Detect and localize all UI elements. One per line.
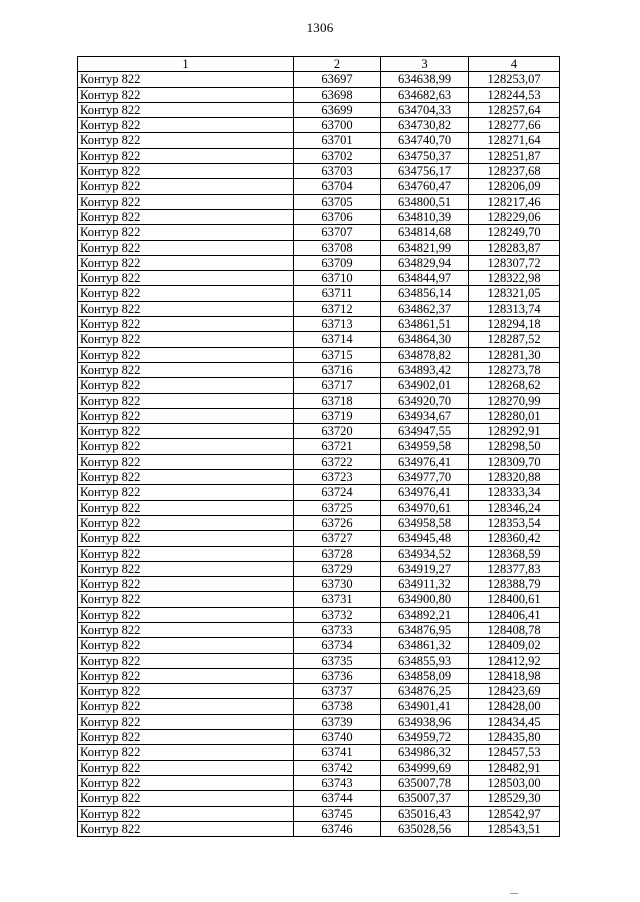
point-number-cell: 63711 — [294, 286, 381, 301]
x-coordinate-cell: 634902,01 — [381, 378, 469, 393]
table-row — [78, 607, 560, 622]
contour-name-cell: Контур 822 — [78, 561, 294, 576]
contour-name-cell: Контур 822 — [78, 791, 294, 806]
y-coordinate-cell: 128353,54 — [469, 515, 560, 530]
contour-name-cell: Контур 822 — [78, 439, 294, 454]
x-coordinate-cell: 634893,42 — [381, 362, 469, 377]
table-row — [78, 209, 560, 224]
table-row — [78, 393, 560, 408]
column-header-4: 4 — [469, 57, 560, 72]
point-number-cell: 63714 — [294, 332, 381, 347]
table-row — [78, 240, 560, 255]
point-number-cell: 63725 — [294, 500, 381, 515]
x-coordinate-cell: 634760,47 — [381, 179, 469, 194]
y-coordinate-cell: 128409,02 — [469, 638, 560, 653]
x-coordinate-cell: 634947,55 — [381, 424, 469, 439]
x-coordinate-cell: 634844,97 — [381, 271, 469, 286]
point-number-cell: 63716 — [294, 362, 381, 377]
table-row — [78, 164, 560, 179]
x-coordinate-cell: 634638,99 — [381, 72, 469, 87]
table-body — [78, 72, 560, 837]
point-number-cell: 63727 — [294, 531, 381, 546]
table-row — [78, 454, 560, 469]
y-coordinate-cell: 128400,61 — [469, 592, 560, 607]
point-number-cell: 63733 — [294, 622, 381, 637]
y-coordinate-cell: 128503,00 — [469, 775, 560, 790]
point-number-cell: 63698 — [294, 87, 381, 102]
coordinates-table — [77, 56, 560, 837]
table-row — [78, 179, 560, 194]
contour-name-cell: Контур 822 — [78, 760, 294, 775]
x-coordinate-cell: 634821,99 — [381, 240, 469, 255]
contour-name-cell: Контур 822 — [78, 745, 294, 760]
contour-name-cell: Контур 822 — [78, 668, 294, 683]
point-number-cell: 63738 — [294, 699, 381, 714]
y-coordinate-cell: 128408,78 — [469, 622, 560, 637]
table-row — [78, 714, 560, 729]
y-coordinate-cell: 128309,70 — [469, 454, 560, 469]
contour-name-cell: Контур 822 — [78, 393, 294, 408]
point-number-cell: 63735 — [294, 653, 381, 668]
contour-name-cell: Контур 822 — [78, 164, 294, 179]
x-coordinate-cell: 635007,37 — [381, 791, 469, 806]
point-number-cell: 63708 — [294, 240, 381, 255]
x-coordinate-cell: 634945,48 — [381, 531, 469, 546]
x-coordinate-cell: 634855,93 — [381, 653, 469, 668]
y-coordinate-cell: 128249,70 — [469, 225, 560, 240]
x-coordinate-cell: 635028,56 — [381, 821, 469, 836]
point-number-cell: 63704 — [294, 179, 381, 194]
contour-name-cell: Контур 822 — [78, 378, 294, 393]
table-row — [78, 347, 560, 362]
x-coordinate-cell: 634986,32 — [381, 745, 469, 760]
table-row — [78, 332, 560, 347]
y-coordinate-cell: 128292,91 — [469, 424, 560, 439]
y-coordinate-cell: 128298,50 — [469, 439, 560, 454]
x-coordinate-cell: 634829,94 — [381, 255, 469, 270]
table-row — [78, 378, 560, 393]
point-number-cell: 63726 — [294, 515, 381, 530]
x-coordinate-cell: 634740,70 — [381, 133, 469, 148]
x-coordinate-cell: 634934,67 — [381, 408, 469, 423]
x-coordinate-cell: 634756,17 — [381, 164, 469, 179]
point-number-cell: 63700 — [294, 118, 381, 133]
y-coordinate-cell: 128377,83 — [469, 561, 560, 576]
x-coordinate-cell: 634901,41 — [381, 699, 469, 714]
point-number-cell: 63745 — [294, 806, 381, 821]
table-row — [78, 577, 560, 592]
table-row — [78, 531, 560, 546]
point-number-cell: 63710 — [294, 271, 381, 286]
x-coordinate-cell: 634999,69 — [381, 760, 469, 775]
point-number-cell: 63739 — [294, 714, 381, 729]
contour-name-cell: Контур 822 — [78, 699, 294, 714]
point-number-cell: 63705 — [294, 194, 381, 209]
table-row — [78, 87, 560, 102]
column-header-1: 1 — [78, 57, 294, 72]
x-coordinate-cell: 634861,32 — [381, 638, 469, 653]
scan-mark — [510, 893, 518, 894]
x-coordinate-cell: 634730,82 — [381, 118, 469, 133]
point-number-cell: 63697 — [294, 72, 381, 87]
y-coordinate-cell: 128482,91 — [469, 760, 560, 775]
table-row — [78, 470, 560, 485]
y-coordinate-cell: 128388,79 — [469, 577, 560, 592]
table-row — [78, 500, 560, 515]
x-coordinate-cell: 634911,32 — [381, 577, 469, 592]
contour-name-cell: Контур 822 — [78, 730, 294, 745]
table-row — [78, 791, 560, 806]
table-row — [78, 439, 560, 454]
point-number-cell: 63720 — [294, 424, 381, 439]
point-number-cell: 63737 — [294, 684, 381, 699]
contour-name-cell: Контур 822 — [78, 806, 294, 821]
table-row — [78, 668, 560, 683]
point-number-cell: 63722 — [294, 454, 381, 469]
contour-name-cell: Контур 822 — [78, 347, 294, 362]
table-row — [78, 730, 560, 745]
table-row — [78, 271, 560, 286]
y-coordinate-cell: 128346,24 — [469, 500, 560, 515]
y-coordinate-cell: 128418,98 — [469, 668, 560, 683]
x-coordinate-cell: 634977,70 — [381, 470, 469, 485]
x-coordinate-cell: 634862,37 — [381, 301, 469, 316]
point-number-cell: 63699 — [294, 102, 381, 117]
point-number-cell: 63736 — [294, 668, 381, 683]
table-row — [78, 301, 560, 316]
contour-name-cell: Контур 822 — [78, 317, 294, 332]
y-coordinate-cell: 128322,98 — [469, 271, 560, 286]
contour-name-cell: Контур 822 — [78, 485, 294, 500]
y-coordinate-cell: 128273,78 — [469, 362, 560, 377]
y-coordinate-cell: 128529,30 — [469, 791, 560, 806]
y-coordinate-cell: 128294,18 — [469, 317, 560, 332]
table-row — [78, 72, 560, 87]
table-row — [78, 194, 560, 209]
table-row — [78, 485, 560, 500]
x-coordinate-cell: 634750,37 — [381, 148, 469, 163]
point-number-cell: 63740 — [294, 730, 381, 745]
x-coordinate-cell: 634858,09 — [381, 668, 469, 683]
table-row — [78, 653, 560, 668]
y-coordinate-cell: 128253,07 — [469, 72, 560, 87]
contour-name-cell: Контур 822 — [78, 148, 294, 163]
y-coordinate-cell: 128320,88 — [469, 470, 560, 485]
point-number-cell: 63730 — [294, 577, 381, 592]
contour-name-cell: Контур 822 — [78, 209, 294, 224]
table-row — [78, 821, 560, 836]
point-number-cell: 63703 — [294, 164, 381, 179]
x-coordinate-cell: 634682,63 — [381, 87, 469, 102]
table-row — [78, 148, 560, 163]
contour-name-cell: Контур 822 — [78, 638, 294, 653]
table-row — [78, 408, 560, 423]
y-coordinate-cell: 128313,74 — [469, 301, 560, 316]
point-number-cell: 63715 — [294, 347, 381, 362]
point-number-cell: 63707 — [294, 225, 381, 240]
y-coordinate-cell: 128229,06 — [469, 209, 560, 224]
table-row — [78, 561, 560, 576]
x-coordinate-cell: 634876,95 — [381, 622, 469, 637]
x-coordinate-cell: 634892,21 — [381, 607, 469, 622]
y-coordinate-cell: 128257,64 — [469, 102, 560, 117]
table-row — [78, 638, 560, 653]
y-coordinate-cell: 128423,69 — [469, 684, 560, 699]
y-coordinate-cell: 128244,53 — [469, 87, 560, 102]
table-row — [78, 118, 560, 133]
contour-name-cell: Контур 822 — [78, 179, 294, 194]
y-coordinate-cell: 128428,00 — [469, 699, 560, 714]
contour-name-cell: Контур 822 — [78, 424, 294, 439]
table-row — [78, 424, 560, 439]
y-coordinate-cell: 128543,51 — [469, 821, 560, 836]
table-row — [78, 362, 560, 377]
point-number-cell: 63729 — [294, 561, 381, 576]
point-number-cell: 63712 — [294, 301, 381, 316]
contour-name-cell: Контур 822 — [78, 531, 294, 546]
x-coordinate-cell: 634814,68 — [381, 225, 469, 240]
x-coordinate-cell: 634970,61 — [381, 500, 469, 515]
contour-name-cell: Контур 822 — [78, 271, 294, 286]
contour-name-cell: Контур 822 — [78, 240, 294, 255]
contour-name-cell: Контур 822 — [78, 118, 294, 133]
x-coordinate-cell: 634800,51 — [381, 194, 469, 209]
table-row — [78, 622, 560, 637]
y-coordinate-cell: 128277,66 — [469, 118, 560, 133]
x-coordinate-cell: 634900,80 — [381, 592, 469, 607]
y-coordinate-cell: 128406,41 — [469, 607, 560, 622]
contour-name-cell: Контур 822 — [78, 714, 294, 729]
y-coordinate-cell: 128435,80 — [469, 730, 560, 745]
point-number-cell: 63731 — [294, 592, 381, 607]
point-number-cell: 63702 — [294, 148, 381, 163]
contour-name-cell: Контур 822 — [78, 72, 294, 87]
table-row — [78, 546, 560, 561]
point-number-cell: 63744 — [294, 791, 381, 806]
point-number-cell: 63723 — [294, 470, 381, 485]
contour-name-cell: Контур 822 — [78, 622, 294, 637]
point-number-cell: 63743 — [294, 775, 381, 790]
contour-name-cell: Контур 822 — [78, 515, 294, 530]
table-header-row — [78, 57, 560, 72]
contour-name-cell: Контур 822 — [78, 286, 294, 301]
contour-name-cell: Контур 822 — [78, 362, 294, 377]
point-number-cell: 63709 — [294, 255, 381, 270]
y-coordinate-cell: 128368,59 — [469, 546, 560, 561]
table-row — [78, 745, 560, 760]
contour-name-cell: Контур 822 — [78, 546, 294, 561]
table-row — [78, 775, 560, 790]
point-number-cell: 63721 — [294, 439, 381, 454]
y-coordinate-cell: 128217,46 — [469, 194, 560, 209]
y-coordinate-cell: 128360,42 — [469, 531, 560, 546]
contour-name-cell: Контур 822 — [78, 821, 294, 836]
contour-name-cell: Контур 822 — [78, 102, 294, 117]
x-coordinate-cell: 634876,25 — [381, 684, 469, 699]
point-number-cell: 63728 — [294, 546, 381, 561]
y-coordinate-cell: 128251,87 — [469, 148, 560, 163]
y-coordinate-cell: 128237,68 — [469, 164, 560, 179]
y-coordinate-cell: 128280,01 — [469, 408, 560, 423]
table-row — [78, 760, 560, 775]
x-coordinate-cell: 634958,58 — [381, 515, 469, 530]
contour-name-cell: Контур 822 — [78, 194, 294, 209]
y-coordinate-cell: 128412,92 — [469, 653, 560, 668]
table-row — [78, 317, 560, 332]
y-coordinate-cell: 128206,09 — [469, 179, 560, 194]
point-number-cell: 63746 — [294, 821, 381, 836]
x-coordinate-cell: 634934,52 — [381, 546, 469, 561]
x-coordinate-cell: 634861,51 — [381, 317, 469, 332]
contour-name-cell: Контур 822 — [78, 653, 294, 668]
contour-name-cell: Контур 822 — [78, 775, 294, 790]
contour-name-cell: Контур 822 — [78, 133, 294, 148]
contour-name-cell: Контур 822 — [78, 225, 294, 240]
x-coordinate-cell: 634959,72 — [381, 730, 469, 745]
contour-name-cell: Контур 822 — [78, 607, 294, 622]
point-number-cell: 63713 — [294, 317, 381, 332]
contour-name-cell: Контур 822 — [78, 592, 294, 607]
contour-name-cell: Контур 822 — [78, 577, 294, 592]
y-coordinate-cell: 128270,99 — [469, 393, 560, 408]
contour-name-cell: Контур 822 — [78, 301, 294, 316]
table-row — [78, 286, 560, 301]
y-coordinate-cell: 128457,53 — [469, 745, 560, 760]
table-row — [78, 102, 560, 117]
point-number-cell: 63706 — [294, 209, 381, 224]
point-number-cell: 63701 — [294, 133, 381, 148]
table-row — [78, 592, 560, 607]
x-coordinate-cell: 634704,33 — [381, 102, 469, 117]
x-coordinate-cell: 634976,41 — [381, 454, 469, 469]
y-coordinate-cell: 128287,52 — [469, 332, 560, 347]
point-number-cell: 63734 — [294, 638, 381, 653]
contour-name-cell: Контур 822 — [78, 332, 294, 347]
table-row — [78, 255, 560, 270]
x-coordinate-cell: 634810,39 — [381, 209, 469, 224]
table-row — [78, 133, 560, 148]
x-coordinate-cell: 634976,41 — [381, 485, 469, 500]
point-number-cell: 63724 — [294, 485, 381, 500]
page-number: 1306 — [306, 20, 334, 35]
x-coordinate-cell: 635007,78 — [381, 775, 469, 790]
y-coordinate-cell: 128268,62 — [469, 378, 560, 393]
contour-name-cell: Контур 822 — [78, 87, 294, 102]
table-row — [78, 806, 560, 821]
point-number-cell: 63719 — [294, 408, 381, 423]
point-number-cell: 63732 — [294, 607, 381, 622]
column-header-2: 2 — [294, 57, 381, 72]
contour-name-cell: Контур 822 — [78, 408, 294, 423]
table-row — [78, 225, 560, 240]
y-coordinate-cell: 128542,97 — [469, 806, 560, 821]
contour-name-cell: Контур 822 — [78, 255, 294, 270]
contour-name-cell: Контур 822 — [78, 684, 294, 699]
y-coordinate-cell: 128307,72 — [469, 255, 560, 270]
x-coordinate-cell: 634864,30 — [381, 332, 469, 347]
x-coordinate-cell: 634959,58 — [381, 439, 469, 454]
y-coordinate-cell: 128281,30 — [469, 347, 560, 362]
x-coordinate-cell: 634938,96 — [381, 714, 469, 729]
y-coordinate-cell: 128271,64 — [469, 133, 560, 148]
column-header-3: 3 — [381, 57, 469, 72]
y-coordinate-cell: 128321,05 — [469, 286, 560, 301]
point-number-cell: 63742 — [294, 760, 381, 775]
y-coordinate-cell: 128333,34 — [469, 485, 560, 500]
point-number-cell: 63718 — [294, 393, 381, 408]
x-coordinate-cell: 634878,82 — [381, 347, 469, 362]
x-coordinate-cell: 634919,27 — [381, 561, 469, 576]
y-coordinate-cell: 128283,87 — [469, 240, 560, 255]
contour-name-cell: Контур 822 — [78, 470, 294, 485]
contour-name-cell: Контур 822 — [78, 454, 294, 469]
x-coordinate-cell: 634856,14 — [381, 286, 469, 301]
table-row — [78, 699, 560, 714]
y-coordinate-cell: 128434,45 — [469, 714, 560, 729]
point-number-cell: 63741 — [294, 745, 381, 760]
table-row — [78, 515, 560, 530]
table-row — [78, 684, 560, 699]
point-number-cell: 63717 — [294, 378, 381, 393]
x-coordinate-cell: 634920,70 — [381, 393, 469, 408]
x-coordinate-cell: 635016,43 — [381, 806, 469, 821]
contour-name-cell: Контур 822 — [78, 500, 294, 515]
